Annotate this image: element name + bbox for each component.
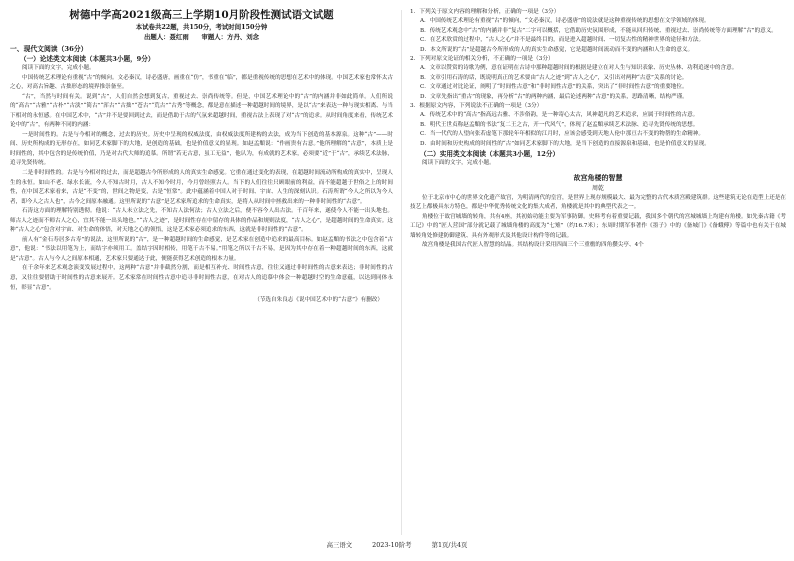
subsection-heading-1: （一）论述类文本阅读（本题共3小题，9分） [20,55,155,63]
footer-page-number: 第1页/共4页 [431,541,468,549]
question-3-option: D．由时间和历史构成的时间性的“古”如同艺术家脚下的大地，是当下创造的直接源泉和基础，也是价值意义的显现。 [420,140,710,147]
question-1-option: D．本文所说的“古”是超越古今所形成的人的真实生命感觉，它是超越时间流动而不变的内涵和人生命的意义。 [420,46,694,53]
article-paragraph: 故宫角楼是我国古代匠人智慧的结晶。其结构设计采用四面三个三重檐的四角攒尖亭、4个 [422,242,644,249]
question-1-option: A．中国传统艺术理论有重视“古”的倾向，“文必秦汉，诗必盛唐”的说法就是这种重视传统的思想在文学领域的体现。 [420,18,710,25]
article-title: 故宫角楼的智慧 [573,172,623,182]
right-column [410,8,786,251]
question-1-option: B．传统艺术观念中“古”的内涵并非“复古”二字可以概括，它借助历史氛围形成，不能从回归传统、重视过去、崇尚传统等方面理解“古”的意义。 [420,27,777,34]
reading-intro: 阅读下面的文字，完成小题。 [22,65,95,71]
paragraph: 一是时间性的。古是与今相对的概念，过去的历史。历史中呈现的权威法度，由权威法度所建构的去法，成为当下创造的基本源泉。这种“古”——时间、历史所构成的无形存在，如同艺术家脚下的大地，是创造的基础，也是价值意义的显现。如赵孟頫说：“作画贵有古意。”他所理解的“古意”，本质上是时间性的，其中包含的是传统价值，乃是对古代大师的追慕。所谓“若无古意，虽工无益”，他认为，有成就的艺术家，必须要“近”于“古”，承续艺术法脉，追寻先贤传统。 [10,131,393,167]
paragraph: 中国传统艺术理论有重视“古”的倾向。文必秦汉，诗必盛唐，画重在“仿”，书重在“临”，都是重视传统的思想在艺术中的体现。中国艺术家也常怀太古之心，对高古旨趣、古拙形态的境界推崇备至。 [10,74,393,91]
article-paragraph: 角楼位于故宫城墙的转角，共有4座，其初始功能主要为军事防御。史料考有着重要记载，我国多个朝代的宫城城墙上均建有角楼。如先秦古籍《考工记》中的“匠人营国”部分就记载了城墙角楼的高度为“七雉”（约16.7米）；东周时期军事著作《墨子》中的《备城门》《备蛾傅》等篇中也有关于在城墙转角处修建防御建筑、具有外观形式及其他设计构件等的记载。 [410,213,786,239]
question-2-option: C．文章通过对比论证，阐明了“时间性古意”和“非时间性古意”的关系，突出了“非时间性古意”的重要地位。 [420,84,688,91]
paragraph: 石涛这方面的理解特别透彻。他说：“古人未立法之先，不知古人法何法；古人立法之后，便不容今人出古法。千百年来，遂使今人不能一出头地也。师古人之迹而不师古人之心，宜其不能一出头地也。”“古人之迹”，是时间性存在中留存的具体的作品和规则法度，“古人之心”，是超越时间的生命真实。这种“古人之心”包含对宇宙、对生命的体悟，对天地之心的领悟，这是艺术家必须追求的东西，这就是非时间性的“古意”。 [10,208,393,234]
question-1-option: C．在艺术欣赏的过程中，“古人之心”并不是最终目的，而是进入超越时间、一切复古性的精神世界的途径和方法。 [420,37,705,44]
question-3-option: C．当一代代的人望向张若虚笔下那轮年年相似的江月时，应该会感受到天地人伦中那亘古不变的物帮的生命精神。 [420,131,704,138]
question-2-option: A．文章以赞赏的诗歌为例，意在证明在古诗中那种超越时间的根据是建立在对人生与知识表象、历史丛林、功利追逐中的含意。 [420,65,738,72]
paragraph: 在千余年来艺术观念演变发展过程中，这两种“古意”并非截然分割，而是相互补充、时间性古意，往往又通过非时间性的古意来表达；非时间性的古意，又往往要借助于时间性的古意来展开。艺术家常在时间性古意中追寻非时间性古意，在对古人的追慕中体会一种超越时空的生命意蕴，以达到同体永恒，彰显“古意”。 [10,265,393,291]
article-paragraph: 位于北京市中心的世界文化遗产故宫，为明清两代的皇宫，是世界上现存规模最大、最为完整的古代木质宫殿建筑群。这些建筑无论在造型上还是在技艺上都极具东方特色，都是中华优秀传统文化的集大成者，角楼就是其中的典型代表之一。 [410,194,786,211]
column-divider [401,10,402,535]
question-1-stem: 1．下列关于原文内容的理解和分析，正确的一项是（3分） [410,9,560,15]
question-2-option: B．文章引用石涛的话，既说明真正的艺术要由“古人之迹”到“古人之心”，又引出对两种“古意”关系的讨论。 [420,74,688,81]
article-author: 周乾 [591,184,604,192]
page-footer [0,540,794,550]
question-3-option: B．明代王世贞称赵孟頫的书法“复二王之古，开一代风气”，体现了赵孟頫承续艺术法脉、追寻先贤传统的思想。 [420,121,699,128]
paragraph: “古”，当然与时间有关。说到“古”，人们自然会想到复古，重视过去、崇尚传统等。但是，中国艺术理论中的“古”的内涵并非如此简单。人们所说的“高古”“古雅”“古朴”“古淡”“简古”“浑古”“古拙”“苍古”“荒古”“古秀”等概念，都是意在描述一种超越时间的境界，是以“古”来表达一种与现实相离、与当下相对的永恒感。在中国艺术中，“古”并不是要回到过去，而是借助于古的气氛来超越时间，重视古法上表现了对“古”的追求。从时间角度来看，传统艺术论中的“古”，有两种不同的内涵： [10,93,393,129]
reading-intro-2: 阅读下面的文字，完成小题。 [422,160,495,167]
question-3-stem: 3．根据原文内容，下列说法不正确的一项是（3分） [410,103,543,110]
question-2-option: D．文章先指出“重古”的现象，再分析“古”的两种内涵，最后论述两种“古意”的关系，思路清晰，结构严谨。 [420,93,688,100]
exam-title: 树德中学高2021级高三上学期10月阶段性测试语文试题 [69,9,334,21]
footer-exam-date: 2023-10阶考 [372,541,412,549]
footer-subject: 高三语文 [326,541,353,549]
section-heading-1: 一、现代文阅读（36分） [10,45,88,53]
exam-info: 本试卷共22题，共150分，考试时间150分钟 [135,23,268,31]
paragraph: 二是非时间性的。古是与今相对的过去，而是超越古今所形成的人的真实生命感觉。它重在通过变化的表现，在超越时间流动所构成的真实中，呈现人生的永恒。如山不老、绿水长流，今人不知古时月，古人不知今时月，今月曾经照古人。当下的人们往往只顾眼前的利益，而不能超越于世俗之上的时间性，在中国艺术家看来，古是“不变”的，世间之物是变，古是“恒常”。此中蕴涵着中国人对于时间、宇宙、人生的深刻认识。石涛所谓“今人之所以为今人者，即今人之古人也”，古今之间原本融通。这里所说的“古意”是艺术家所追求的生命真实，是将人从时间中拯救出来的一种非时间性的“古意”。 [10,170,393,205]
exam-authors: 出题人：聂红雨 审题人：方丹、刘念 [143,33,260,41]
source-citation: （节选自朱良志《说中国艺术中的“古意”》有删改） [254,297,383,304]
question-3-option: A．传统艺术中的“高古”指高远古雅、不涉俗韵，是一种寄心太古，风神超凡的艺术追求，应属于时间性的古意。 [420,112,699,119]
question-2-stem: 2．下列对原文论证的相关分析，不正确的一项是（3分） [410,56,554,63]
paragraph: 前人有“金石寿居多古寿”的说法，这里所说的“古”，是一种超越时间的生命感觉，是艺术家在创造中追求的最高目标。如赵孟頫的书法之中包含着“古意”，他说：“书法以用笔为上，而结字亦须用工。盖结字因时相传，用笔千古不易。”用笔之所以千古不易，是因为其中存在着一种超越时间的东西，这就是“古意”。古人与今人之间原本相通，艺术家只要通达于此，便能获得艺术创造的根本力量。 [10,236,393,262]
left-column [10,8,393,305]
subsection-heading-2: （二）实用类文本阅读（本题共3小题，12分） [420,150,560,159]
